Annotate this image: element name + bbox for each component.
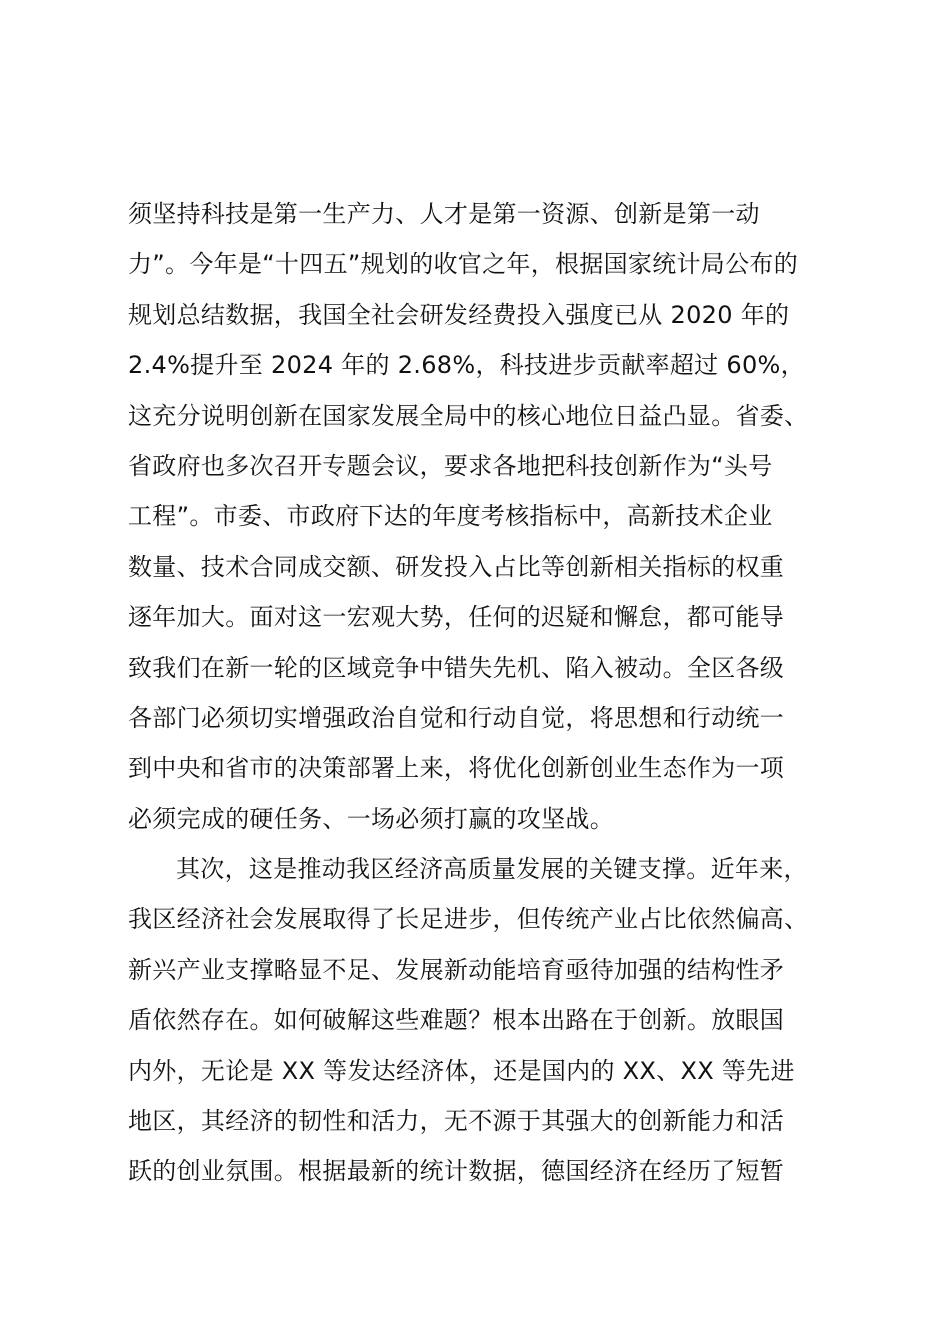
text-line: 新兴产业支撑略显不足、发展新动能培育亟待加强的结构性矛 [128, 955, 785, 984]
paragraph-start-line: 其次，这是推动我区经济高质量发展的关键支撑。近年来， [176, 855, 808, 884]
text-line: 省政府也多次召开专题会议，要求各地把科技创新作为“头号 [128, 451, 773, 480]
text-line: 盾依然存在。如何破解这些难题？根本出路在于创新。放眼国 [128, 1006, 785, 1035]
body-text [128, 189, 828, 1197]
text-line: 逐年加大。面对这一宏观大势，任何的迟疑和懈怠，都可能导 [128, 603, 785, 632]
text-line: 须坚持科技是第一生产力、人才是第一资源、创新是第一动 [128, 200, 760, 228]
text-line: 工程”。市委、市政府下达的年度考核指标中，高新技术企业 [128, 502, 773, 531]
text-line: 必须完成的硬任务、一场必须打赢的攻坚战。 [128, 804, 614, 833]
text-line: 跃的创业氛围。根据最新的统计数据，德国经济在经历了短暂 [128, 1157, 785, 1186]
text-line: 各部门必须切实增强政治自觉和行动自觉，将思想和行动统一 [128, 703, 785, 732]
text-line: 内外，无论是 XX 等发达经济体，还是国内的 XX、XX 等先进 [128, 1056, 795, 1085]
text-line: 我区经济社会发展取得了长足进步，但传统产业占比依然偏高、 [128, 905, 809, 934]
text-line: 地区，其经济的韧性和活力，无不源于其强大的创新能力和活 [128, 1107, 785, 1136]
text-line: 致我们在新一轮的区域竞争中错失先机、陷入被动。全区各级 [128, 653, 785, 682]
text-line: 到中央和省市的决策部署上来，将优化创新创业生态作为一项 [128, 754, 785, 783]
text-line: 数量、技术合同成交额、研发投入占比等创新相关指标的权重 [128, 552, 785, 581]
text-line: 力”。今年是“十四五”规划的收官之年，根据国家统计局公布的 [128, 250, 798, 279]
text-line: 规划总结数据，我国全社会研发经费投入强度已从 2020 年的 [128, 300, 790, 329]
text-line: 2.4%提升至 2024 年的 2.68%，科技进步贡献率超过 60%， [128, 351, 805, 380]
text-line: 这充分说明创新在国家发展全局中的核心地位日益凸显。省委、 [128, 401, 809, 430]
